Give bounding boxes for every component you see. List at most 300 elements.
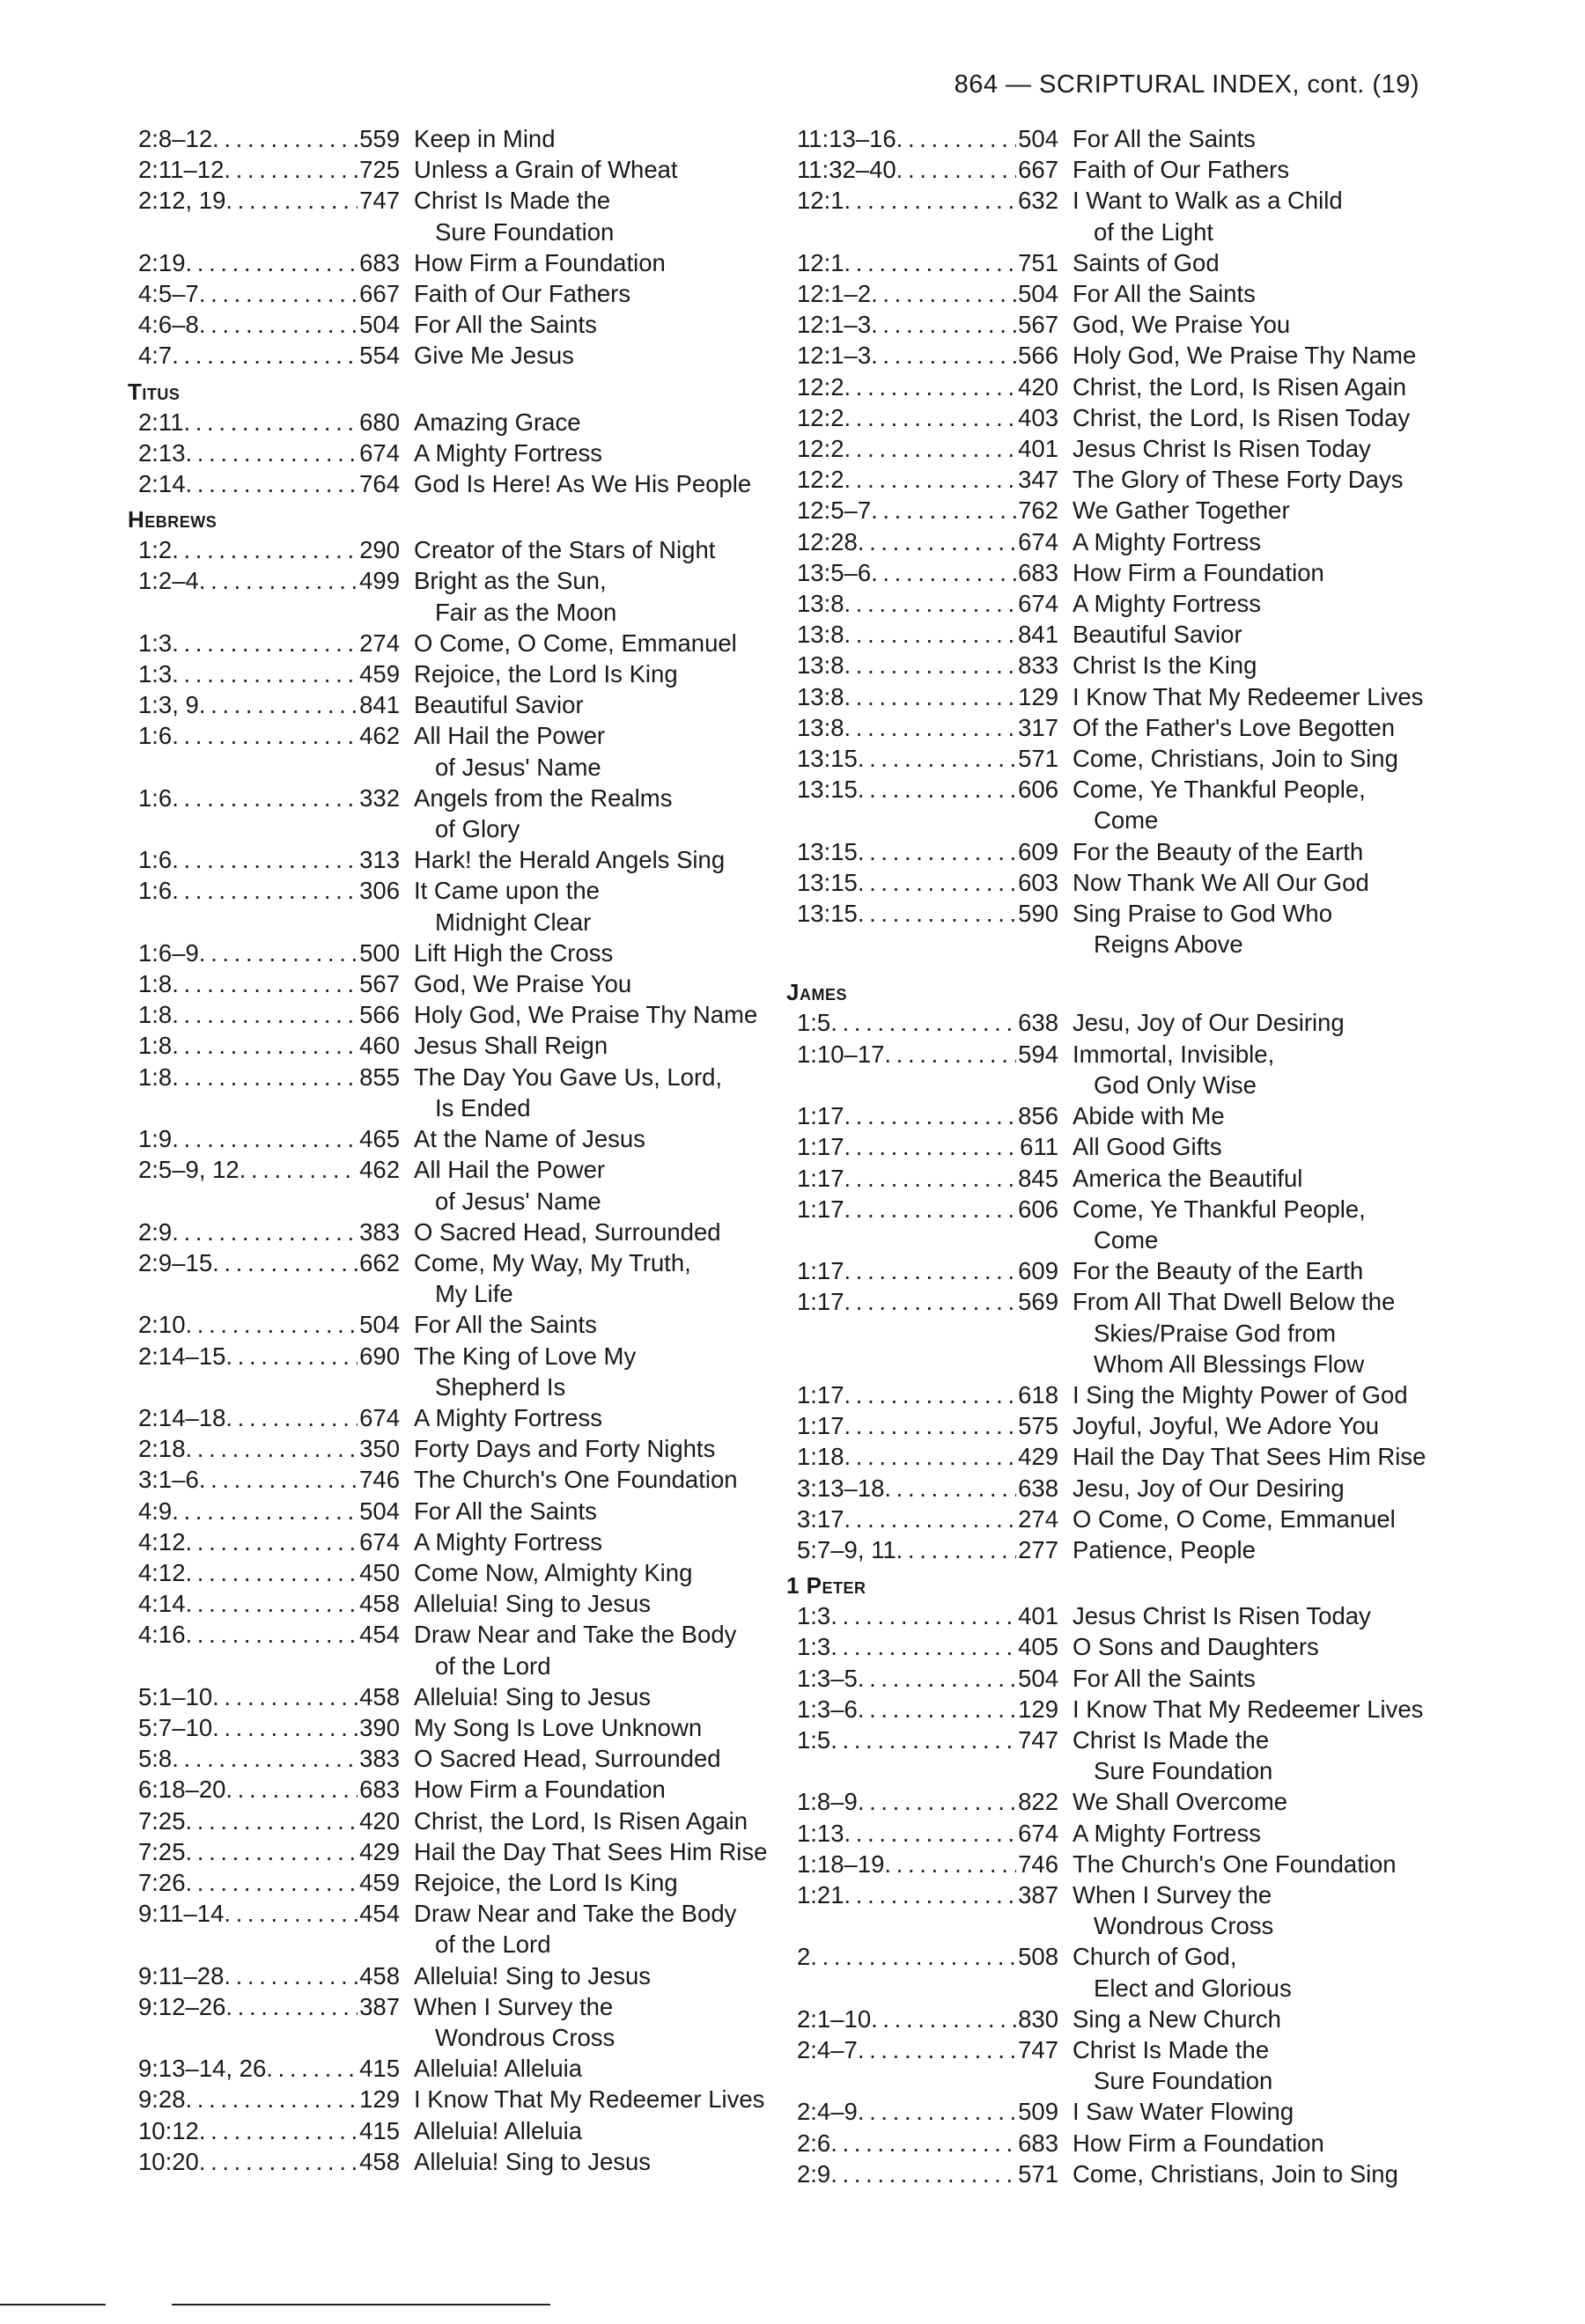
scripture-reference (797, 340, 1058, 371)
book-heading: Titus (128, 378, 181, 405)
dot-leader (212, 1712, 358, 1743)
scripture-reference (797, 1473, 1058, 1504)
dot-leader (199, 689, 358, 720)
dot-leader (858, 1694, 1016, 1725)
scripture-reference (797, 681, 1058, 712)
reference-text: 1:6 (138, 877, 173, 905)
reference-text: 11:32–40 (797, 156, 896, 184)
dot-leader (172, 1217, 358, 1247)
hymn-number: 458 (359, 2147, 400, 2175)
hymn-number: 822 (1018, 1788, 1058, 1816)
index-entry (138, 1836, 768, 1867)
index-entry (138, 1991, 763, 2053)
reference-text: 9:13–14, 26 (138, 2055, 267, 2083)
hymn-number: 674 (1018, 590, 1058, 618)
dot-leader (225, 185, 358, 216)
reference-text: 11:13–16 (797, 125, 896, 152)
index-entry (138, 999, 763, 1030)
book-heading: James (786, 979, 847, 1006)
index-entry (797, 2096, 1422, 2127)
hymn-title (1058, 712, 1422, 743)
index-entry (797, 340, 1422, 371)
index-entry (797, 1131, 1422, 1162)
reference-text: 2:1–10 (797, 2004, 872, 2033)
index-entry (138, 185, 763, 246)
hymn-title (400, 309, 763, 340)
hymn-number: 762 (1018, 496, 1058, 525)
hymn-title (400, 2053, 763, 2084)
hymn-number: 841 (1018, 621, 1058, 649)
hymn-title-line: Come Now, Almighty King (414, 1558, 693, 1586)
hymn-title (400, 1867, 763, 1898)
scripture-reference (138, 875, 400, 906)
scripture-reference (138, 658, 400, 689)
hymn-number: 462 (359, 722, 400, 750)
hymn-title (1058, 1786, 1422, 1817)
scripture-reference (797, 495, 1058, 526)
hymn-title (400, 1247, 763, 1309)
hymn-title-line: Lift High the Cross (414, 938, 614, 967)
dot-leader (199, 2115, 358, 2146)
hymn-number: 683 (359, 1776, 400, 1804)
index-entry (797, 464, 1422, 495)
scripture-reference (138, 154, 400, 185)
hymn-title (400, 534, 763, 565)
hymn-title (1058, 2128, 1422, 2159)
hymn-number: 274 (1018, 1504, 1058, 1533)
hymn-number: 667 (359, 280, 400, 308)
hymn-number: 609 (1018, 837, 1058, 865)
scripture-reference (138, 185, 400, 216)
hymn-number: 603 (1018, 868, 1058, 896)
hymn-title-line: Jesus Christ Is Risen Today (1073, 435, 1371, 463)
index-entry (797, 588, 1422, 619)
hymn-title (1058, 1410, 1422, 1441)
reference-text: 12:2 (797, 372, 844, 401)
hymn-title-line: Sure Foundation (1094, 2067, 1273, 2095)
scripture-reference (797, 1631, 1058, 1662)
dot-leader (212, 1247, 358, 1278)
index-entry (138, 247, 763, 278)
hymn-number: 420 (359, 1806, 400, 1835)
reference-text: 12:5–7 (797, 496, 872, 525)
hymn-title-line: A Mighty Fortress (414, 1403, 602, 1431)
hymn-title-line: Christ, the Lord, Is Risen Again (414, 1806, 748, 1835)
index-entry (138, 1806, 763, 1836)
hymn-title-line: For the Beauty of the Earth (1073, 1257, 1364, 1285)
scripture-reference (797, 836, 1058, 867)
hymn-title-line: Whom All Blessings Flow (1094, 1350, 1365, 1378)
dot-leader (844, 1163, 1017, 1194)
hymn-title-line: Elect and Glorious (1094, 1974, 1292, 2002)
dot-leader (844, 650, 1017, 680)
index-entry (797, 433, 1422, 464)
reference-text: 13:8 (797, 590, 844, 618)
index-entry (797, 1194, 1422, 1255)
dot-leader (172, 783, 358, 813)
hymn-title (1058, 1131, 1422, 1162)
reference-text: 4:7 (138, 342, 173, 370)
hymn-title-line: Bright as the Sun, (414, 567, 607, 595)
reference-text: 2 (797, 1943, 811, 1971)
scripture-reference (797, 650, 1058, 680)
hymn-number: 764 (359, 470, 400, 498)
hymn-number: 454 (359, 1621, 400, 1649)
index-entry (138, 407, 763, 438)
scripture-reference (138, 407, 400, 438)
hymn-title-line: Come, My Way, My Truth, (414, 1248, 691, 1276)
index-entry (138, 1402, 763, 1433)
hymn-number: 405 (1018, 1633, 1058, 1661)
dot-leader (199, 1464, 358, 1495)
hymn-title (1058, 2159, 1422, 2189)
scripture-reference (138, 1309, 400, 1340)
hymn-title (400, 278, 763, 309)
hymn-number: 317 (1018, 713, 1058, 741)
reference-text: 5:8 (138, 1745, 173, 1773)
reference-text: 13:5–6 (797, 558, 872, 586)
scripture-reference (138, 534, 400, 565)
dot-leader (199, 2146, 358, 2177)
dot-leader (186, 1557, 358, 1588)
hymn-title-line: At the Name of Jesus (414, 1125, 645, 1153)
reference-text: 4:16 (138, 1621, 186, 1649)
hymn-title (1058, 278, 1422, 309)
dot-leader (858, 1786, 1016, 1817)
scripture-reference (138, 2084, 400, 2114)
scripture-reference (797, 1786, 1058, 1817)
dot-leader (225, 1991, 358, 2022)
reference-text: 1:5 (797, 1009, 831, 1037)
reference-text: 2:14–15 (138, 1342, 226, 1370)
scripture-reference (797, 1849, 1058, 1879)
scripture-reference (138, 1836, 400, 1867)
hymn-title-line: I Saw Water Flowing (1073, 2098, 1294, 2126)
index-entry (797, 1504, 1422, 1534)
reference-text: 1:3–6 (797, 1695, 858, 1723)
reference-text: 1:17 (797, 1257, 844, 1285)
hymn-number: 415 (359, 2055, 400, 2083)
scripture-reference (797, 1007, 1058, 1038)
scripture-reference (797, 433, 1058, 464)
hymn-title-line: I Know That My Redeemer Lives (1073, 682, 1424, 710)
scripture-reference (138, 1960, 400, 1991)
hymn-title-line: A Mighty Fortress (414, 1527, 602, 1555)
hymn-title (400, 1806, 763, 1836)
index-entry (797, 247, 1422, 278)
hymn-title-line: Jesus Shall Reign (414, 1032, 608, 1060)
index-entry (138, 720, 763, 782)
hymn-number: 566 (1018, 342, 1058, 370)
dot-leader (858, 774, 1016, 805)
index-column-right (786, 123, 1426, 2189)
hymn-number: 332 (359, 783, 400, 812)
dot-leader (830, 2128, 1016, 2159)
dot-leader (225, 1402, 358, 1433)
hymn-number: 751 (1018, 248, 1058, 276)
index-entry (797, 1786, 1422, 1817)
hymn-title-line: My Song Is Love Unknown (414, 1713, 703, 1741)
hymn-number: 129 (1018, 1695, 1058, 1723)
dot-leader (172, 628, 358, 658)
hymn-title (1058, 526, 1422, 557)
hymn-title (1058, 1194, 1422, 1255)
index-entry (797, 371, 1422, 402)
hymn-title (400, 875, 763, 937)
scripture-reference (797, 1379, 1058, 1410)
reference-text: 13:15 (797, 868, 858, 896)
reference-text: 1:8 (138, 1032, 173, 1060)
reference-text: 1:17 (797, 1288, 844, 1316)
scripture-reference (797, 1725, 1058, 1755)
reference-text: 12:28 (797, 527, 858, 555)
scripture-reference (138, 1217, 400, 1247)
hymn-title-line: My Life (435, 1280, 513, 1308)
hymn-title-line: We Gather Together (1073, 496, 1290, 525)
scripture-reference (797, 557, 1058, 588)
reference-text: 1:6 (138, 846, 173, 874)
index-entry (797, 743, 1422, 774)
scripture-reference (797, 2034, 1058, 2065)
hymn-title-line: Hail the Day That Sees Him Rise (414, 1837, 768, 1865)
hymn-title-line: We Shall Overcome (1073, 1788, 1288, 1816)
hymn-number: 841 (359, 691, 400, 719)
hymn-number: 690 (359, 1342, 400, 1370)
reference-text: 1:18 (797, 1443, 844, 1471)
hymn-title (1058, 898, 1422, 960)
hymn-number: 674 (359, 1403, 400, 1431)
hymn-number: 569 (1018, 1288, 1058, 1316)
hymn-title-line: From All That Dwell Below the (1073, 1288, 1396, 1316)
hymn-title-line: Jesu, Joy of Our Desiring (1073, 1009, 1345, 1037)
hymn-number: 747 (1018, 1725, 1058, 1754)
reference-text: 1:3 (797, 1633, 831, 1661)
hymn-number: 458 (359, 1590, 400, 1618)
reference-text: 10:20 (138, 2147, 199, 2175)
hymn-number: 500 (359, 938, 400, 967)
hymn-title-line: Come (1094, 1225, 1159, 1254)
hymn-title-line: When I Survey the (414, 1992, 614, 2020)
hymn-title (1058, 1504, 1422, 1534)
reference-text: 13:8 (797, 713, 844, 741)
scripture-reference (138, 689, 400, 720)
hymn-title-line: Patience, People (1073, 1535, 1256, 1563)
scripture-reference (797, 1039, 1058, 1070)
dot-leader (844, 402, 1017, 433)
reference-text: 1:17 (797, 1102, 844, 1130)
scripture-reference (797, 1410, 1058, 1441)
hymn-title (400, 1557, 763, 1588)
hymn-title-line: For the Beauty of the Earth (1073, 837, 1364, 865)
scripture-reference (797, 526, 1058, 557)
reference-text: 9:12–26 (138, 1992, 226, 2020)
index-entry (797, 1039, 1422, 1100)
hymn-number: 429 (359, 1837, 400, 1865)
hymn-number: 458 (359, 1682, 400, 1710)
index-entry (797, 1473, 1422, 1504)
dot-leader (844, 1879, 1017, 1910)
hymn-title (1058, 681, 1423, 712)
index-entry (138, 689, 763, 720)
index-entry (138, 309, 763, 340)
scripture-reference (138, 278, 400, 309)
hymn-number: 638 (1018, 1009, 1058, 1037)
dot-leader (858, 743, 1016, 774)
hymn-title-line: Christ Is Made the (414, 187, 611, 215)
dot-leader (896, 1534, 1016, 1565)
scripture-reference (797, 309, 1058, 340)
hymn-number: 567 (359, 970, 400, 998)
reference-text: 12:1 (797, 187, 844, 215)
reference-text: 3:13–18 (797, 1474, 885, 1502)
hymn-title-line: Of the Father's Love Begotten (1073, 713, 1396, 741)
index-entry (797, 402, 1422, 433)
hymn-title (1058, 2034, 1422, 2096)
hymn-title-line: For All the Saints (1073, 125, 1256, 152)
dot-leader (810, 1941, 1016, 1972)
hymn-title (400, 1496, 763, 1526)
hymn-title-line: Holy God, We Praise Thy Name (414, 1001, 758, 1029)
scripture-reference (797, 1255, 1058, 1286)
dot-leader (186, 1619, 358, 1650)
hymn-number: 725 (359, 156, 400, 184)
hymn-number: 465 (359, 1125, 400, 1153)
page-header: 864 — SCRIPTURAL INDEX, cont. (19) (954, 70, 1419, 99)
hymn-title-line: A Mighty Fortress (1073, 590, 1261, 618)
hymn-title (400, 1836, 766, 1867)
dot-leader (186, 1433, 358, 1464)
hymn-number: 590 (1018, 900, 1058, 928)
dot-leader (186, 247, 358, 278)
hymn-title-line: of Jesus' Name (435, 1187, 601, 1215)
index-entry (138, 1681, 763, 1712)
dot-leader (858, 867, 1016, 898)
hymn-title-line: Christ, the Lord, Is Risen Again (1073, 372, 1407, 401)
dot-leader (240, 1154, 358, 1185)
dot-leader (844, 433, 1017, 464)
hymn-number: 747 (1018, 2035, 1058, 2063)
scripture-reference (138, 1402, 400, 1433)
index-entry (138, 1867, 763, 1898)
hymn-title (400, 720, 763, 782)
hymn-title (400, 1217, 763, 1247)
hymn-title-line: God, We Praise You (1073, 311, 1291, 339)
hymn-title-line: Hail the Day That Sees Him Rise (1073, 1443, 1426, 1471)
hymn-number: 401 (1018, 435, 1058, 463)
hymn-number: 420 (1018, 372, 1058, 401)
scripture-reference (797, 898, 1058, 929)
reference-text: 2:11–12 (138, 156, 225, 184)
dot-leader (830, 1725, 1016, 1755)
reference-text: 13:8 (797, 651, 844, 680)
index-entry (797, 1663, 1422, 1694)
index-entry (138, 534, 763, 565)
dot-leader (858, 836, 1016, 867)
hymn-number: 290 (359, 536, 400, 564)
scripture-reference (797, 154, 1058, 185)
dot-leader (186, 1309, 358, 1340)
hymn-title-line: Alleluia! Sing to Jesus (414, 2147, 652, 2175)
reference-text: 2:9 (138, 1217, 173, 1246)
scripture-reference (138, 1619, 400, 1650)
index-entry (797, 1410, 1422, 1441)
hymn-title (1058, 1007, 1422, 1038)
hymn-title (1058, 371, 1422, 402)
hymn-title-line: How Firm a Foundation (1073, 558, 1324, 586)
hymn-title-line: Holy God, We Praise Thy Name (1073, 342, 1417, 370)
hymn-number: 504 (1018, 125, 1058, 152)
index-entry (797, 309, 1422, 340)
hymn-title (1058, 1379, 1422, 1410)
reference-text: 12:2 (797, 466, 844, 494)
dot-leader (896, 154, 1016, 185)
reference-text: 1:2–4 (138, 567, 199, 595)
hymn-number: 611 (1020, 1133, 1058, 1161)
dot-leader (844, 1410, 1017, 1441)
hymn-title (1058, 1725, 1422, 1786)
hymn-number: 830 (1018, 2004, 1058, 2033)
reference-text: 2:6 (797, 2129, 831, 2157)
hymn-title (400, 689, 763, 720)
dot-leader (871, 278, 1016, 309)
index-entry (138, 2084, 763, 2114)
dot-leader (172, 1123, 358, 1154)
hymn-number: 277 (1018, 1535, 1058, 1563)
index-entry (797, 1631, 1422, 1662)
hymn-number: 504 (1018, 280, 1058, 308)
hymn-title-line: of Glory (435, 815, 520, 843)
hymn-number: 454 (359, 1900, 400, 1928)
index-entry (797, 1600, 1422, 1631)
index-entry (138, 1123, 763, 1154)
hymn-title-line: Wondrous Cross (1094, 1912, 1274, 1940)
dot-leader (844, 619, 1017, 650)
hymn-title-line: Sing Praise to God Who (1073, 900, 1333, 928)
hymn-title-line: All Hail the Power (414, 722, 606, 750)
hymn-number: 504 (359, 311, 400, 339)
reference-text: 1:10–17 (797, 1040, 885, 1068)
scripture-reference (138, 1030, 400, 1061)
reference-text: 2:11 (138, 408, 184, 436)
hymn-title (1058, 2004, 1422, 2034)
reference-text: 1:8–9 (797, 1788, 858, 1816)
hymn-number: 594 (1018, 1040, 1058, 1068)
hymn-title (1058, 743, 1422, 774)
reference-text: 4:12 (138, 1527, 186, 1555)
reference-text: 5:7–9, 11 (797, 1535, 896, 1563)
reference-text: 1:5 (797, 1725, 831, 1754)
hymn-number: 571 (1018, 2159, 1058, 2188)
hymn-number: 683 (1018, 2129, 1058, 2157)
index-entry (138, 468, 763, 499)
dot-leader (871, 2004, 1016, 2034)
reference-text: 2:10 (138, 1311, 186, 1339)
scripture-reference (797, 2159, 1058, 2189)
reference-text: 1:18–19 (797, 1850, 885, 1878)
hymn-title-line: For All the Saints (414, 1311, 597, 1339)
scripture-reference (797, 743, 1058, 774)
scripture-reference (797, 185, 1058, 216)
scripture-reference (797, 2096, 1058, 2127)
hymn-title-line: Skies/Praise God from (1094, 1319, 1337, 1347)
hymn-title (400, 2084, 764, 2114)
dot-leader (844, 185, 1017, 216)
hymn-number: 554 (359, 342, 400, 370)
reference-text: 7:26 (138, 1868, 186, 1896)
hymn-title-line: A Mighty Fortress (1073, 527, 1261, 555)
reference-text: 12:2 (797, 403, 844, 431)
index-entry (797, 1255, 1422, 1286)
